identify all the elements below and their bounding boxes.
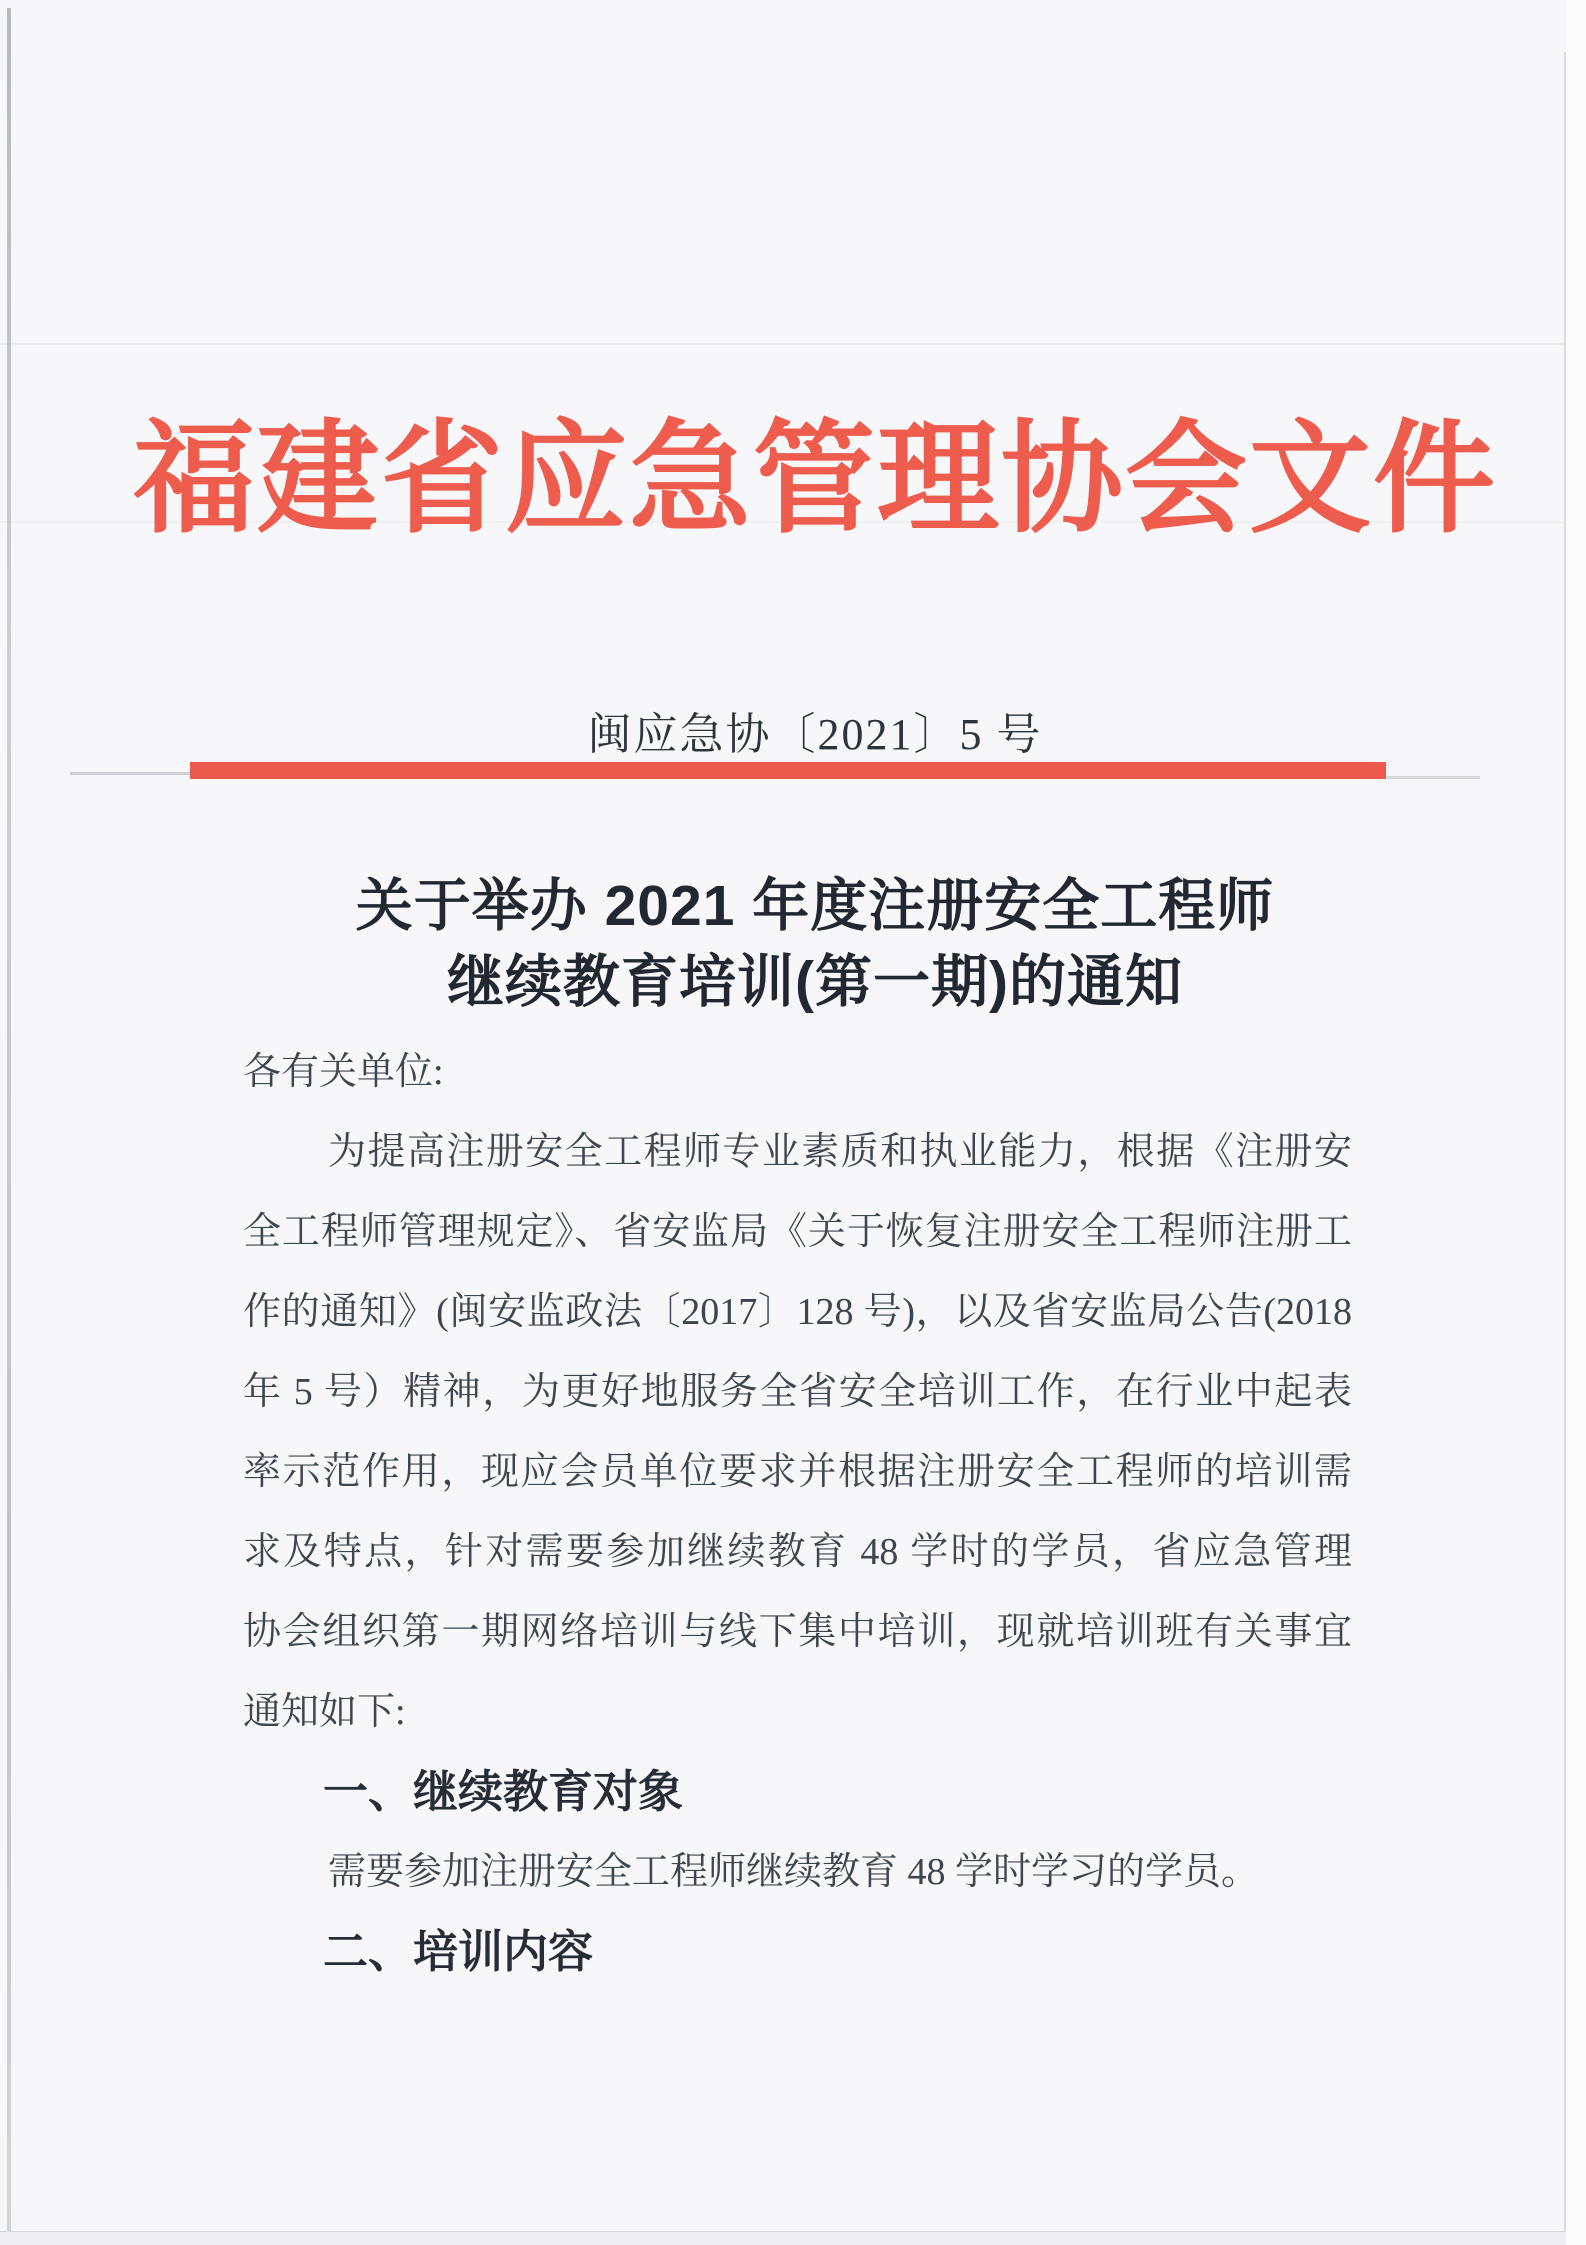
notice-title [44,868,1586,1020]
notice-title-line-2: 继续教育培训(第一期)的通知 [447,950,1183,1014]
section-heading-2: 二、培训内容 [323,1926,594,1977]
paragraph-line: 作的通知》(闽安监政法〔2017〕128 号)，以及省安监局公告(2018 [243,1291,1352,1333]
page-edge-bottom [0,2231,1566,2245]
rule-shadow-left [70,772,192,775]
rule-shadow-right [1384,776,1480,779]
salutation: 各有关单位: [243,1051,444,1093]
section-1-body: 需要参加注册安全工程师继续教育 48 学时学习的学员。 [328,1851,1260,1893]
notice-title-line-1: 关于举办 2021 年度注册安全工程师 [355,874,1275,938]
document-number: 闽应急协〔2021〕5 号 [587,710,1043,759]
scan-artifact-line [0,343,1564,345]
section-heading-1: 一、继续教育对象 [323,1766,684,1817]
paragraph-line: 年 5 号）精神，为更好地服务全省安全培训工作，在行业中起表 [243,1371,1352,1413]
red-divider-rule [190,762,1386,779]
paragraph-line: 协会组织第一期网络培训与线下集中培训，现就培训班有关事宜 [243,1611,1352,1653]
letterhead-banner-title: 福建省应急管理协会文件 [133,413,1497,548]
paragraph-line: 求及特点，针对需要参加继续教育 48 学时的学员，省应急管理 [243,1531,1352,1573]
page-edge-right-strip [1566,0,1586,2245]
paragraph-line: 率示范作用，现应会员单位要求并根据注册安全工程师的培训需 [243,1451,1352,1493]
paragraph-line: 为提高注册安全工程师专业素质和执业能力，根据《注册安 [328,1131,1352,1173]
paragraph-line: 通知如下: [243,1691,406,1733]
page-edge-right-line [1564,52,1566,2245]
paragraph-line: 全工程师管理规定》、省安监局《关于恢复注册安全工程师注册工 [243,1211,1352,1253]
